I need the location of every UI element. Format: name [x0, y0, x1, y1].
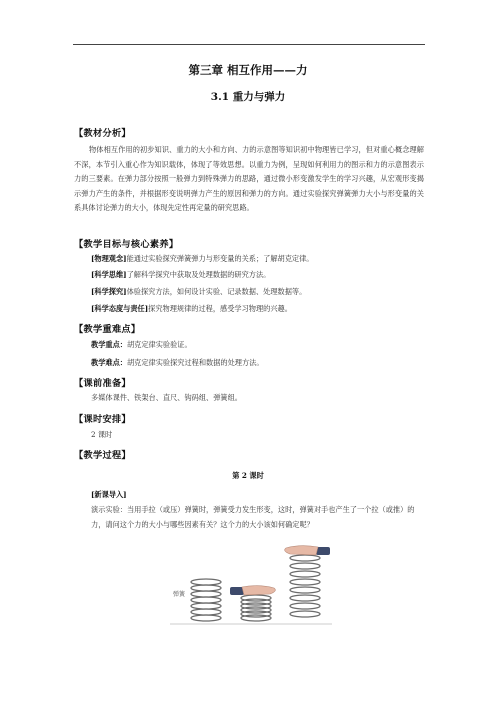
goal-tag: [科学态度与责任] [91, 304, 149, 313]
hand-pulling [285, 546, 330, 555]
spring-relaxed [191, 579, 221, 621]
chapter-title: 第三章 相互作用——力 [188, 63, 308, 77]
goal-tag: [科学思维] [91, 270, 127, 279]
lesson-number: 第 2 课时 [232, 471, 264, 480]
spring-stretched [290, 555, 320, 617]
goal-tag: [物理观念] [91, 254, 127, 263]
key-point-text: 胡克定律实验探究过程和数据的处理方法。 [126, 358, 264, 367]
key-point-tag: 教学重点： [91, 340, 127, 349]
goal-item [91, 287, 306, 297]
key-point-item [91, 340, 192, 350]
goal-text: 探究物理规律的过程，感受学习物理的兴趣。 [148, 304, 292, 313]
goal-text: 了解科学探究中获取及处理数据的研究方法。 [126, 270, 271, 279]
goal-text: 体验探究方法，如何设计实验、记录数据、处理数据等。 [126, 287, 307, 296]
springs-and-hands-illustration [170, 536, 332, 628]
figure-label: 弹簧 [173, 591, 186, 598]
goal-item [91, 254, 313, 264]
springs-illustration-icon [170, 536, 332, 628]
process-heading: 【教学过程】 [74, 450, 131, 461]
header-rule [73, 44, 425, 45]
key-point-tag: 教学难点： [91, 358, 127, 367]
goal-text: 能通过实验探究弹簧弹力与形变量的关系；了解胡克定律。 [126, 254, 314, 263]
goal-item [91, 270, 270, 280]
key-point-text: 胡克定律实验验证。 [126, 340, 192, 349]
hand-pressing [230, 586, 275, 595]
intro-tag: [新课导入] [91, 490, 127, 499]
schedule-heading: 【课时安排】 [74, 414, 131, 425]
key-point-item [91, 358, 264, 368]
analysis-text: 物体相互作用的初步知识、重力的大小和方向、力的示意图等知识初中物理皆已学习，但对重心概念理解不深，本节引入重心作为知识载体，体现了等效思想。以重力为例，呈现如何利用力的图示和力的示意图表示力的三要素。在弹力部分按照一般弹力到特殊弹力的思路，通过微小形变激发学生的学习兴趣，从宏观形变揭示弹力产生的条件，并根据形变说明弹力产生的原因和弹力的方向。通过实验探究弹簧弹力大小与形变量的关系具体讨论弹力的大小，体现先定性再定量的研究思路。 [74, 145, 424, 212]
preparation-heading: 【课前准备】 [74, 378, 131, 389]
schedule-text: 2 课时 [91, 430, 113, 439]
section-title: 3.1 重力与弹力 [210, 91, 286, 103]
analysis-heading: 【教材分析】 [74, 128, 131, 139]
spring-compressed [241, 595, 271, 621]
goal-tag: [科学探究] [91, 287, 127, 296]
goal-item [91, 304, 292, 314]
preparation-text: 多媒体课件、铁架台、直尺、钩码组、弹簧组。 [91, 393, 242, 402]
intro-text: 演示实验：当用手拉（或压）弹簧时，弹簧受力发生形变，这时，弹簧对手也产生了一个拉（或推）的力，请问这个力的大小与哪些因素有关？这个力的大小该如何确定呢？ [91, 505, 415, 529]
key-points-heading: 【教学重难点】 [74, 324, 141, 335]
goals-heading: 【教学目标与核心素养】 [74, 239, 179, 250]
